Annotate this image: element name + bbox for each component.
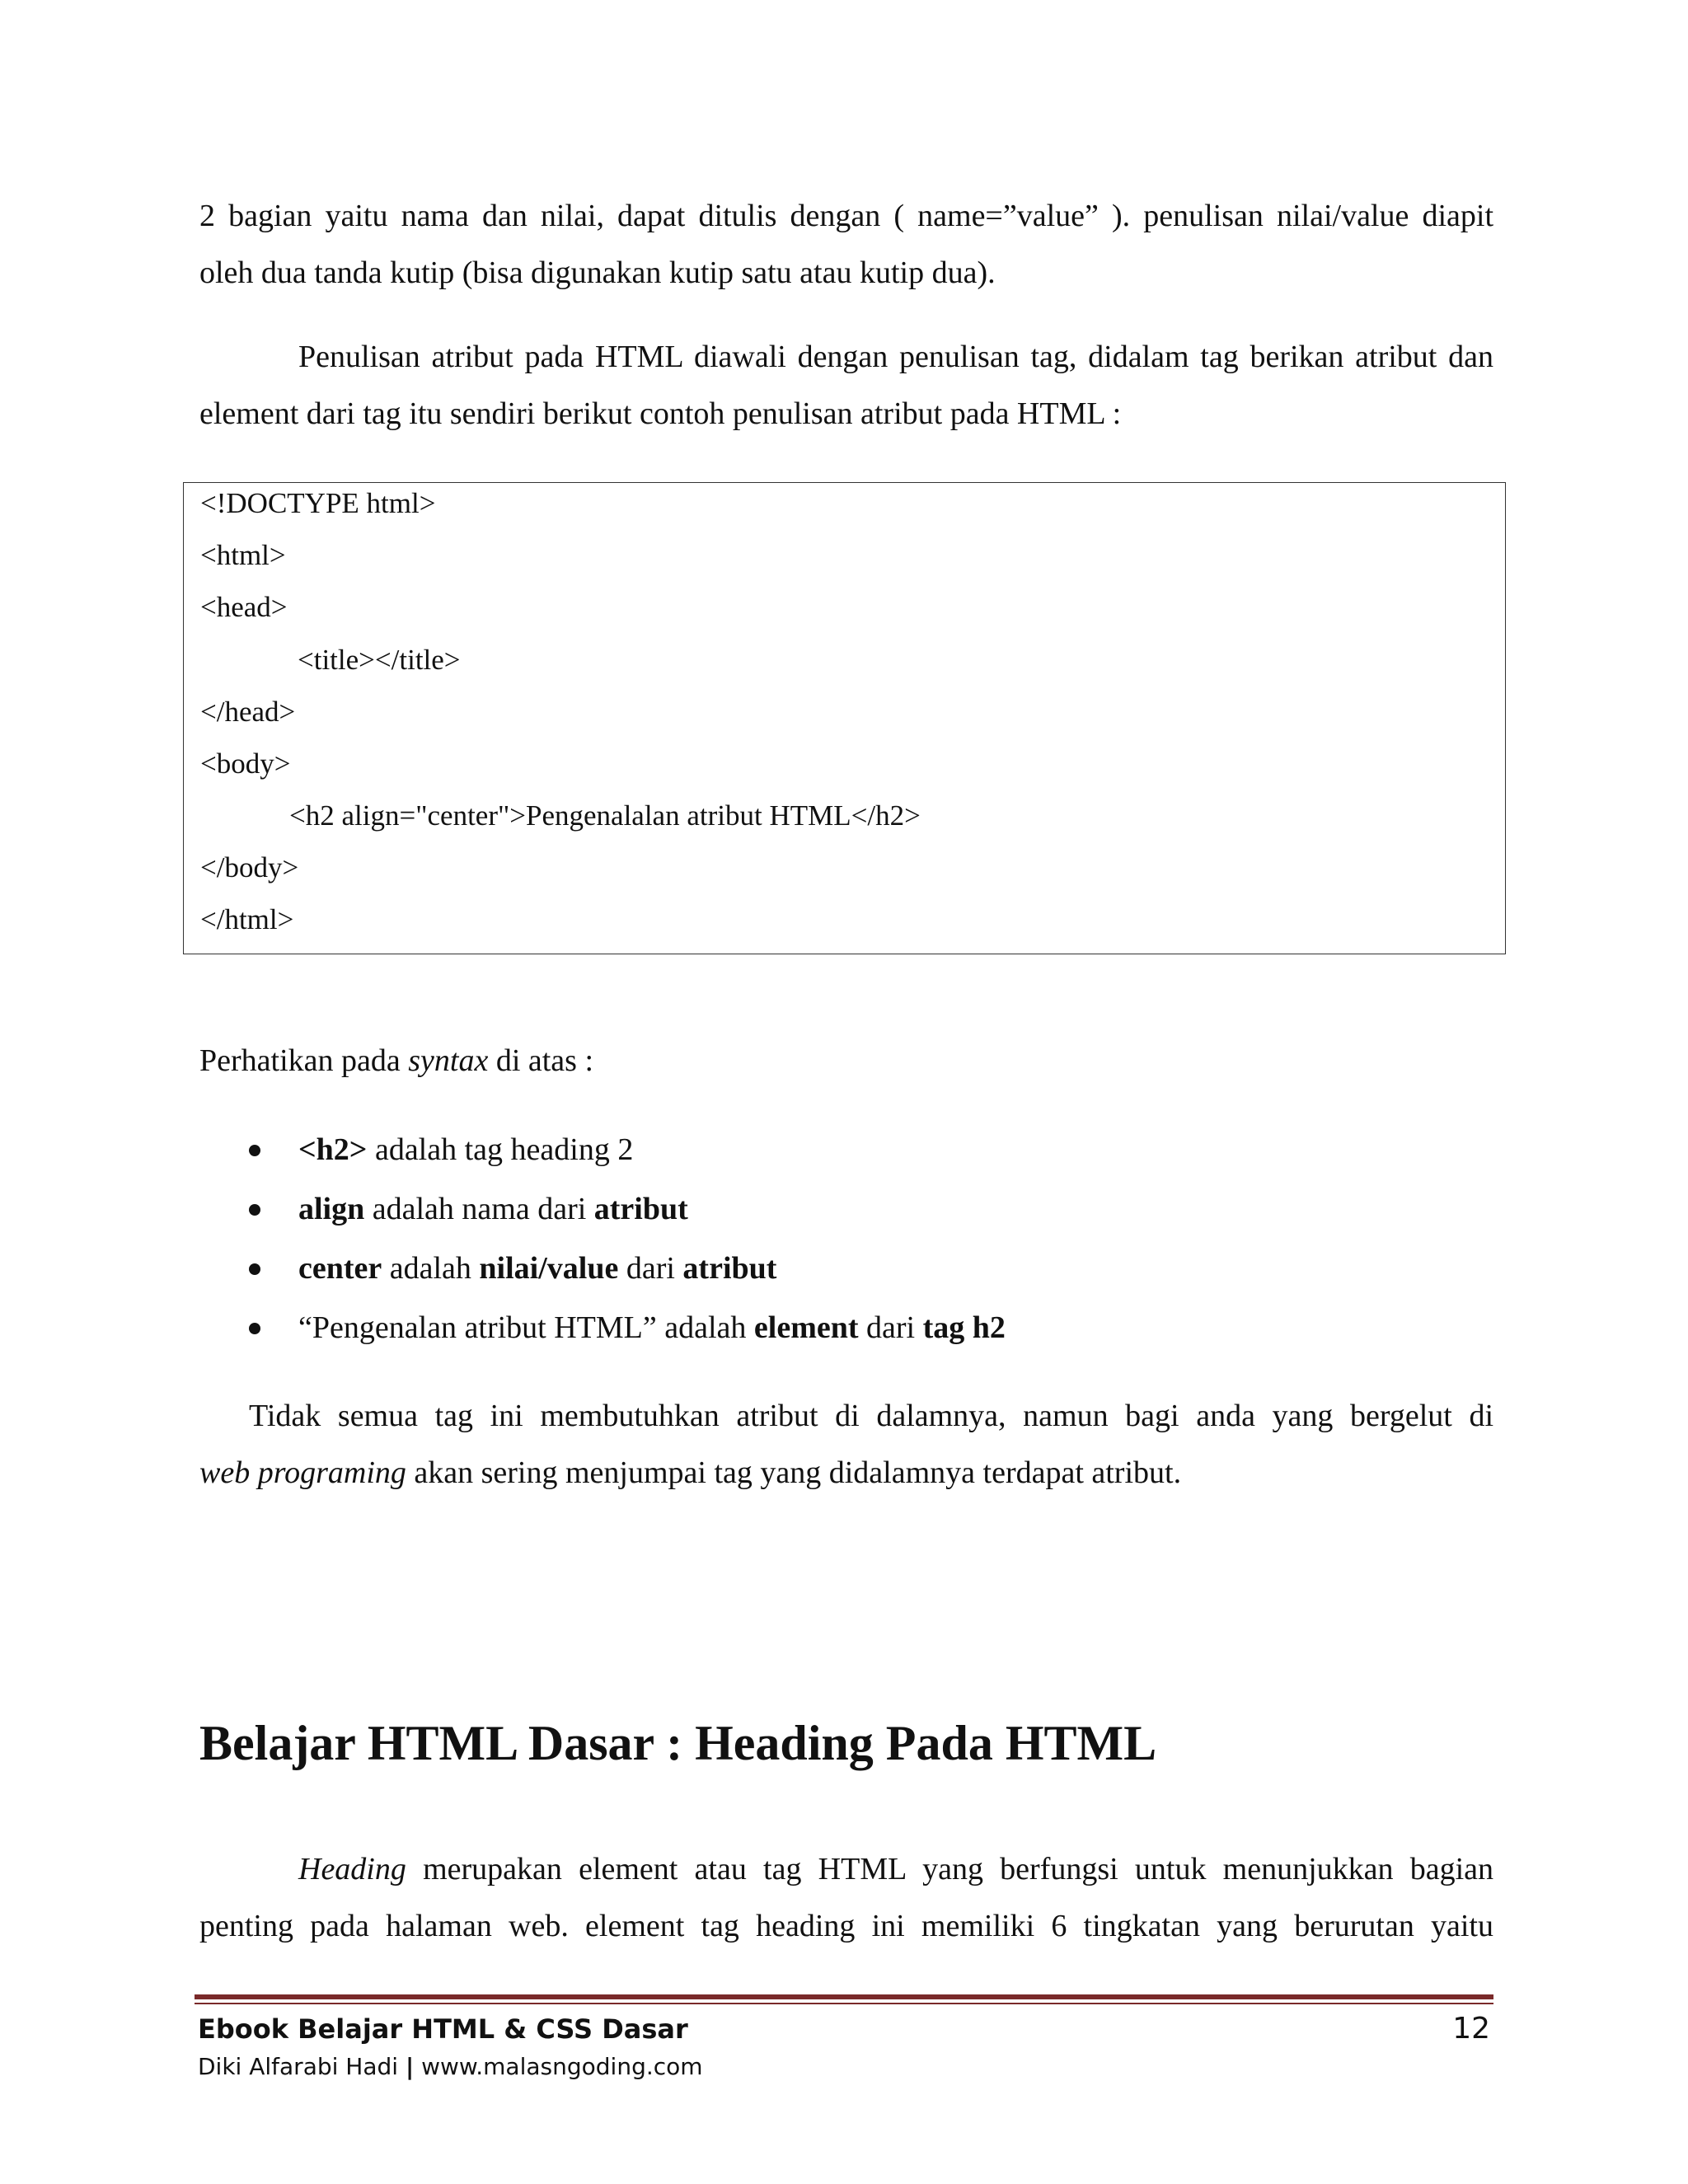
- list-text: adalah: [382, 1251, 480, 1286]
- paragraph-text: Tidak semua tag ini membutuhkan atribut di dalamnya, namun bagi anda yang bergelut di: [249, 1399, 1493, 1433]
- code-block: [183, 482, 1506, 954]
- bold-text: element: [753, 1310, 859, 1345]
- italic-text: web programing: [199, 1455, 406, 1490]
- footer-subtitle: [198, 2050, 703, 2083]
- code-line: </body>: [200, 851, 299, 883]
- list-item: [199, 1307, 1006, 1366]
- note-italic: syntax: [408, 1043, 489, 1078]
- paragraph-text: merupakan element atau tag HTML yang berfungsi untuk menunjukkan bagian penting pada halaman web. element tag heading ini memiliki 6 tingkatan yang berurutan yaitu: [199, 1852, 1493, 1943]
- bullet-icon: [249, 1323, 260, 1334]
- note-text: Perhatikan pada: [199, 1043, 409, 1078]
- paragraph: [199, 1841, 1493, 1955]
- separator: |: [405, 2053, 415, 2080]
- paragraph: [199, 329, 1493, 443]
- italic-text: Heading: [298, 1852, 406, 1886]
- paragraph-line: [199, 1388, 1493, 1445]
- list-item: [199, 1129, 1006, 1188]
- footer-divider: [195, 2003, 1493, 2004]
- bold-text: center: [298, 1251, 382, 1286]
- paragraph-line: 2 bagian yaitu nama dan nilai, dapat ditulis dengan ( name=”value” ). penulisan nilai/value diapit: [199, 199, 1493, 233]
- list-text: adalah nama dari: [364, 1192, 594, 1226]
- bold-text: tag h2: [922, 1310, 1006, 1345]
- website-link: www.malasngoding.com: [421, 2053, 703, 2080]
- bold-text: atribut: [682, 1251, 777, 1286]
- code-line: <!DOCTYPE html>: [200, 487, 436, 519]
- syntax-note: [199, 1040, 593, 1081]
- list-text: dari: [858, 1310, 923, 1345]
- code-line: <h2 align="center">Pengenalalan atribut HTML</h2>: [289, 799, 921, 832]
- code-line: <body>: [200, 748, 291, 780]
- code-line: <title></title>: [298, 644, 461, 676]
- bold-text: <h2>: [298, 1132, 368, 1167]
- footer-title: Ebook Belajar HTML & CSS Dasar: [198, 2013, 688, 2045]
- code-line: </html>: [200, 903, 294, 935]
- code-line: </head>: [200, 696, 296, 728]
- list-text: “Pengenalan atribut HTML” adalah: [298, 1310, 754, 1345]
- list-item: [199, 1188, 1006, 1248]
- bold-text: atribut: [593, 1192, 688, 1226]
- footer-divider: [195, 1994, 1493, 1999]
- paragraph-line: [199, 1445, 1493, 1502]
- list-text: adalah tag heading 2: [367, 1132, 634, 1167]
- bullet-icon: [249, 1263, 260, 1275]
- bullet-icon: [249, 1204, 260, 1216]
- page-number: 12: [1452, 2012, 1490, 2046]
- bold-text: nilai/value: [479, 1251, 619, 1286]
- paragraph-text: akan sering menjumpai tag yang didalamnya terdapat atribut.: [406, 1455, 1182, 1490]
- note-text: di atas :: [488, 1043, 594, 1078]
- bold-text: align: [298, 1192, 365, 1226]
- list-text: dari: [618, 1251, 683, 1286]
- paragraph-text: Penulisan atribut pada HTML diawali dengan penulisan tag, didalam tag berikan atribut dan element dari tag itu sendiri berikut contoh penulisan atribut pada HTML :: [199, 340, 1493, 431]
- code-line: <head>: [200, 591, 288, 623]
- bullet-list: [199, 1129, 1006, 1366]
- paragraph-line: oleh dua tanda kutip (bisa digunakan kutip satu atau kutip dua).: [199, 255, 996, 290]
- author-name: Diki Alfarabi Hadi: [198, 2053, 399, 2080]
- bullet-icon: [249, 1145, 260, 1156]
- list-item: [199, 1248, 1006, 1307]
- code-line: <html>: [200, 539, 286, 571]
- section-heading: Belajar HTML Dasar : Heading Pada HTML: [199, 1716, 1157, 1770]
